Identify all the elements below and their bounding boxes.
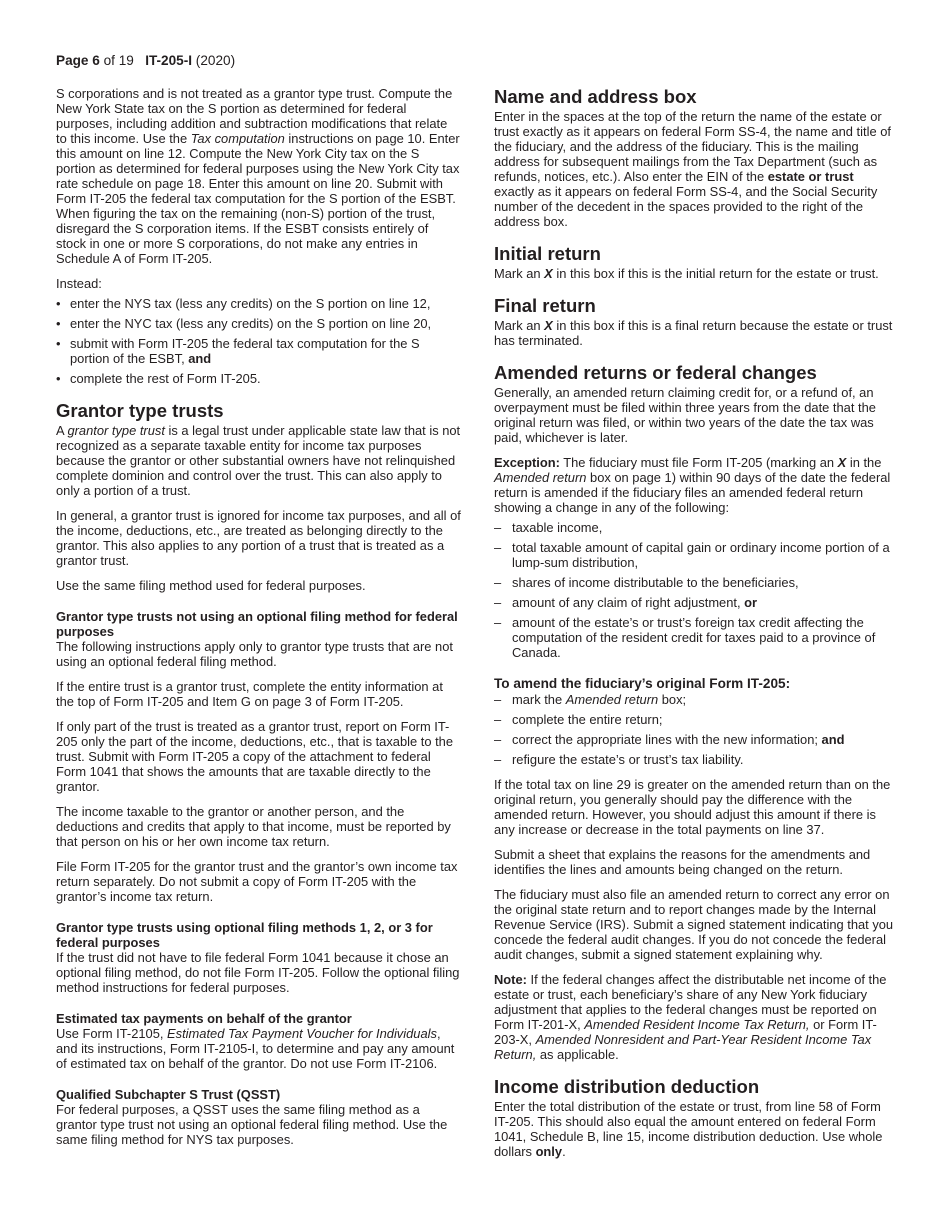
list-item: – total taxable amount of capital gain or ordinary income portion of a lump-sum distribution, bbox=[494, 540, 894, 570]
list-item: – complete the entire return; bbox=[494, 712, 894, 727]
name-address-section bbox=[494, 86, 894, 229]
list-item: – amount of any claim of right adjustment, or bbox=[494, 595, 894, 610]
paragraph: If the total tax on line 29 is greater on the amended return than on the original return, you generally should pay the difference with the amended return. However, you should adjust this amount if there is any increase or decrease in the total payments on line 37. bbox=[494, 777, 891, 837]
page-total: of 19 bbox=[99, 53, 134, 68]
instead-label: Instead: bbox=[56, 276, 102, 291]
qsst-subsection bbox=[56, 1087, 461, 1147]
note-paragraph: Note: If the federal changes affect the distributable net income of the estate or trust, each beneficiary’s share of any New York fiduciary adjustment that applies to the federal changes must be reported on Form IT-201-X, Amended Resident Income Tax Return, or Form IT-203-X, Amended Nonresident and Part-Year Resident Income Tax Return, as applicable. bbox=[494, 972, 887, 1062]
subsection-heading: Qualified Subchapter S Trust (QSST) bbox=[56, 1087, 281, 1102]
amended-heading: Amended returns or federal changes bbox=[494, 362, 817, 383]
grantor-heading: Grantor type trusts bbox=[56, 400, 224, 421]
income-distribution-heading: Income distribution deduction bbox=[494, 1076, 760, 1097]
paragraph: A grantor type trust is a legal trust under applicable state law that is not recognized as a separate taxable entity for income tax purposes because the grantor or other substantial owners have not relinquished complete dominion and control over the trust. This can also apply to only a portion of a trust. bbox=[56, 423, 461, 498]
paragraph: The following instructions apply only to grantor type trusts that are not using an optional federal filing method. bbox=[56, 639, 453, 669]
subsection-heading: To amend the fiduciary’s original Form IT-205: bbox=[494, 676, 791, 691]
subsection-heading: Grantor type trusts not using an optional filing method for federal purposes bbox=[56, 609, 458, 639]
paragraph: Submit a sheet that explains the reasons for the amendments and identifies the lines and amounts being changed on the return. bbox=[494, 847, 871, 877]
subsection-heading: Estimated tax payments on behalf of the grantor bbox=[56, 1011, 352, 1026]
paragraph: If the trust did not have to file federal Form 1041 because it chose an optional filing method, do not file Form IT-205. Follow the optional filing method instructions for federal purposes. bbox=[56, 950, 460, 995]
final-return-section bbox=[494, 295, 894, 348]
page-number: Page 6 bbox=[56, 53, 100, 68]
form-year: (2020) bbox=[192, 53, 236, 68]
final-return-heading: Final return bbox=[494, 295, 596, 316]
paragraph: The income taxable to the grantor or another person, and the deductions and credits that apply to that income, must be reported by that person on his or her own income tax return. bbox=[56, 804, 451, 849]
instead-list bbox=[56, 296, 461, 386]
paragraph: Generally, an amended return claiming credit for, or a refund of, an overpayment must be filed within three years from the date that the original return was filed, or within two years of the date the tax was paid, whichever is later. bbox=[494, 385, 876, 445]
paragraph: If the entire trust is a grantor trust, complete the entity information at the top of Form IT-205 and Item G on page 3 of Form IT-205. bbox=[56, 679, 443, 709]
income-distribution-section bbox=[494, 1076, 894, 1159]
list-item: • submit with Form IT-205 the federal tax computation for the S portion of the ESBT, and bbox=[56, 336, 461, 366]
paragraph: File Form IT-205 for the grantor trust and the grantor’s own income tax return separately. Do not submit a copy of Form IT-205 with the grantor’s income tax return. bbox=[56, 859, 458, 904]
paragraph: Enter the total distribution of the estate or trust, from line 58 of Form IT-205. This should also equal the amount entered on federal Form 1041, Schedule B, line 15, income distribution deduction. Use whole dollars only. bbox=[494, 1099, 883, 1159]
estimated-tax-subsection bbox=[56, 1011, 461, 1071]
right-column bbox=[494, 86, 894, 1169]
paragraph: For federal purposes, a QSST uses the same filing method as a grantor type trust not using an optional federal filing method. Use the same filing method for NYS tax purposes. bbox=[56, 1102, 448, 1147]
paragraph: The fiduciary must also file an amended return to correct any error on the original state return and to report changes made by the Internal Revenue Service (IRS). Submit a signed statement indicating that you concede the federal audit changes. If you do not concede the federal audit changes, submit a signed statement explaining why. bbox=[494, 887, 894, 962]
amended-section bbox=[494, 362, 894, 1062]
optional-subsection bbox=[56, 920, 461, 995]
amend-steps-list bbox=[494, 692, 894, 767]
subsection-heading: Grantor type trusts using optional filing methods 1, 2, or 3 for federal purposes bbox=[56, 920, 433, 950]
paragraph: Mark an X in this box if this is the initial return for the estate or trust. bbox=[494, 266, 879, 281]
list-item: – taxable income, bbox=[494, 520, 894, 535]
page-header bbox=[56, 53, 235, 69]
esbt-intro-paragraph: S corporations and is not treated as a grantor type trust. Compute the New York State tax on the S portion as determined for federal purposes, including addition and subtraction modifications that relate to this income. Use the Tax computation instructions on page 10. Enter this amount on line 12. Compute the New York City tax on the S portion as determined for federal purposes using the New York City tax rate schedule on page 18. Enter this amount on line 20. Submit with Form IT-205 the federal tax computation for the S portion of the ESBT. When figuring the tax on the remaining (non-S) portion of the trust, disregard the S corporation items. If the ESBT consists entirely of stock in one or more S corporations, do not make any entries in Schedule A of Form IT-205. bbox=[56, 86, 460, 266]
amend-steps-subsection bbox=[494, 676, 894, 767]
list-item: • enter the NYS tax (less any credits) on the S portion on line 12, bbox=[56, 296, 461, 311]
paragraph: Mark an X in this box if this is a final return because the estate or trust has terminated. bbox=[494, 318, 893, 348]
list-item: • enter the NYC tax (less any credits) on the S portion on line 20, bbox=[56, 316, 461, 331]
paragraph: In general, a grantor trust is ignored for income tax purposes, and all of the income, deductions, etc., are treated as belonging directly to the grantor. This also applies to any portion of a trust that is treated as a grantor trust. bbox=[56, 508, 461, 568]
list-item: – correct the appropriate lines with the new information; and bbox=[494, 732, 894, 747]
grantor-section bbox=[56, 400, 461, 593]
initial-return-heading: Initial return bbox=[494, 243, 601, 264]
list-item: • complete the rest of Form IT-205. bbox=[56, 371, 461, 386]
list-item: – refigure the estate’s or trust’s tax liability. bbox=[494, 752, 894, 767]
name-address-heading: Name and address box bbox=[494, 86, 697, 107]
paragraph: If only part of the trust is treated as a grantor trust, report on Form IT-205 only the part of the income, deductions, etc., that is taxable to the trust. Submit with Form IT-205 a copy of the attachment to federal Form 1041 that shows the amounts that are taxable directly to the grantor. bbox=[56, 719, 453, 794]
list-item: – mark the Amended return box; bbox=[494, 692, 894, 707]
changes-list bbox=[494, 520, 894, 660]
paragraph: Enter in the spaces at the top of the return the name of the estate or trust exactly as it appears on federal Form SS-4, the name and title of the fiduciary, and the address of the fiduciary. This is the mailing address for subsequent mailings from the Tax Department (such as refunds, notices, etc.). Also enter the EIN of the estate or trust exactly as it appears on federal Form SS-4, and the Social Security number of the decedent in the spaces provided to the right of the address box. bbox=[494, 109, 891, 229]
paragraph: Use Form IT-2105, Estimated Tax Payment Voucher for Individuals, and its instructions, Form IT-2105-I, to determine and pay any amount of estimated tax on behalf of the grantor. Do not use Form IT-2106. bbox=[56, 1026, 455, 1071]
list-item: – shares of income distributable to the beneficiaries, bbox=[494, 575, 894, 590]
not-optional-subsection bbox=[56, 609, 461, 904]
form-label: IT-205-I bbox=[145, 53, 193, 68]
initial-return-section bbox=[494, 243, 894, 281]
list-item: – amount of the estate’s or trust’s foreign tax credit affecting the computation of the resident credit for taxes paid to a province of Canada. bbox=[494, 615, 894, 660]
paragraph: Use the same filing method used for federal purposes. bbox=[56, 578, 366, 593]
left-column bbox=[56, 86, 461, 1157]
exception-paragraph: Exception: The fiduciary must file Form IT-205 (marking an X in the Amended return box on page 1) within 90 days of the date the federal return is amended if the fiduciary files an amended federal return showing a change in any of the following: bbox=[494, 455, 891, 515]
